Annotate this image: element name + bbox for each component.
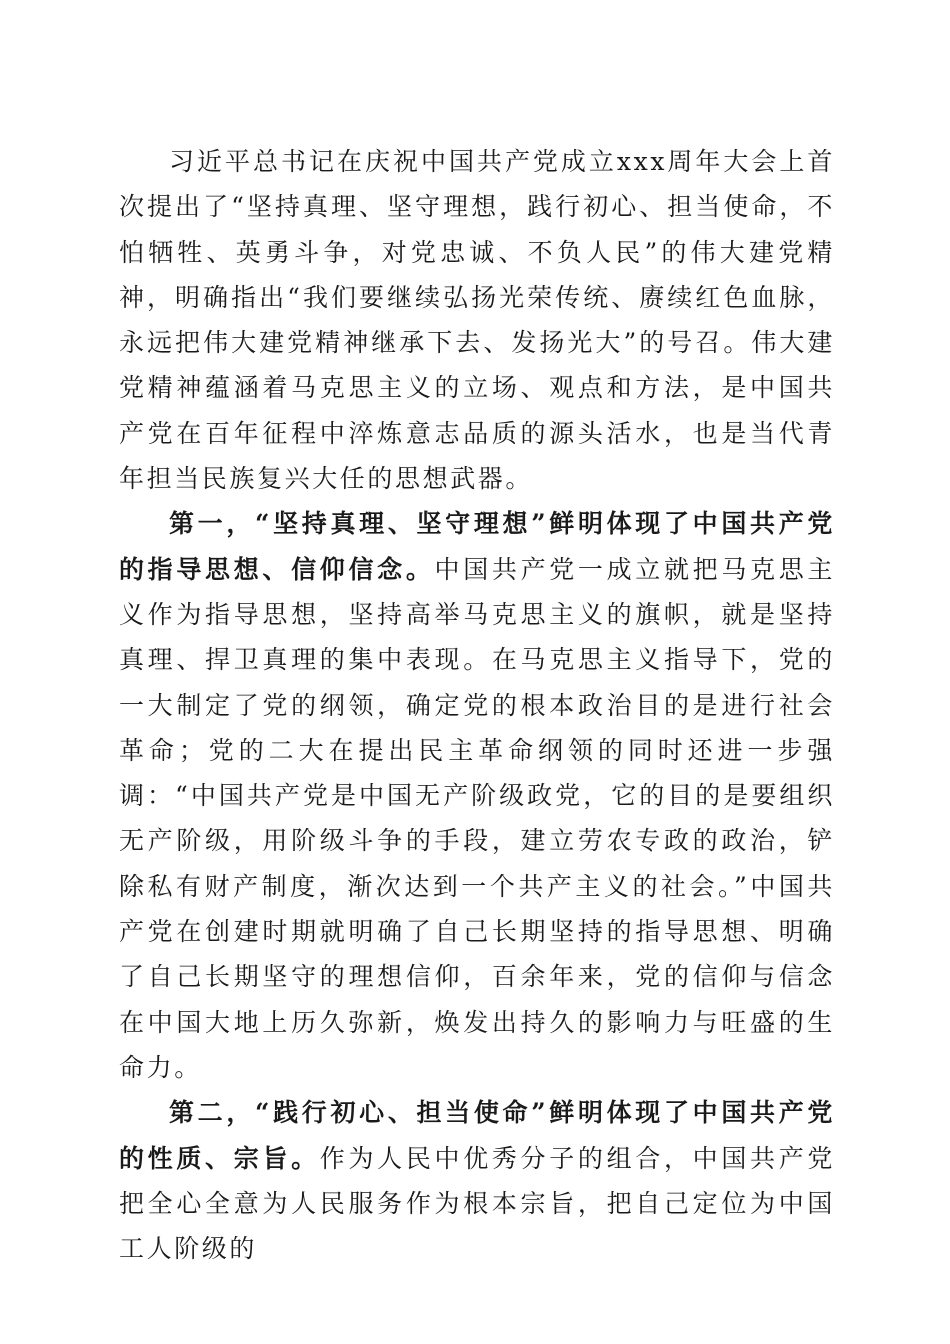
paragraph-second [119, 1090, 835, 1271]
paragraph-first [119, 501, 835, 1090]
paragraph-second-text: 作为人民中优秀分子的组合，中国共产党把全心全意为人民服务作为根本宗旨，把自己定位为中国工人阶级的 [119, 1143, 835, 1264]
paragraph-intro [119, 139, 835, 501]
document-body [119, 139, 835, 1271]
paragraph-intro-text: 习近平总书记在庆祝中国共产党成立xxx周年大会上首次提出了“坚持真理、坚守理想，践行初心、担当使命，不怕牺牲、英勇斗争，对党忠诚、不负人民”的伟大建党精神，明确指出“我们要继续弘扬光荣传统、赓续红色血脉，永远把伟大建党精神继承下去、发扬光大”的号召。伟大建党精神蕴涵着马克思主义的立场、观点和方法，是中国共产党在百年征程中淬炼意志品质的源头活水，也是当代青年担当民族复兴大任的思想武器。 [119, 147, 835, 494]
paragraph-second-heading: 第二，“践行初心、担当使命”鲜明体现了中国共产党的性质、宗旨。 [119, 1098, 835, 1173]
paragraph-first-heading: 第一，“坚持真理、坚守理想”鲜明体现了中国共产党的指导思想、信仰信念。 [119, 509, 835, 584]
paragraph-first-text: 中国共产党一成立就把马克思主义作为指导思想，坚持高举马克思主义的旗帜，就是坚持真理、捍卫真理的集中表现。在马克思主义指导下，党的一大制定了党的纲领，确定党的根本政治目的是进行社会革命；党的二大在提出民主革命纲领的同时还进一步强调：“中国共产党是中国无产阶级政党，它的目的是要组织无产阶级，用阶级斗争的手段，建立劳农专政的政治，铲除私有财产制度，渐次达到一个共产主义的社会。”中国共产党在创建时期就明确了自己长期坚持的指导思想、明确了自己长期坚守的理想信仰，百余年来，党的信仰与信念在中国大地上历久弥新，焕发出持久的影响力与旺盛的生命力。 [119, 554, 835, 1082]
